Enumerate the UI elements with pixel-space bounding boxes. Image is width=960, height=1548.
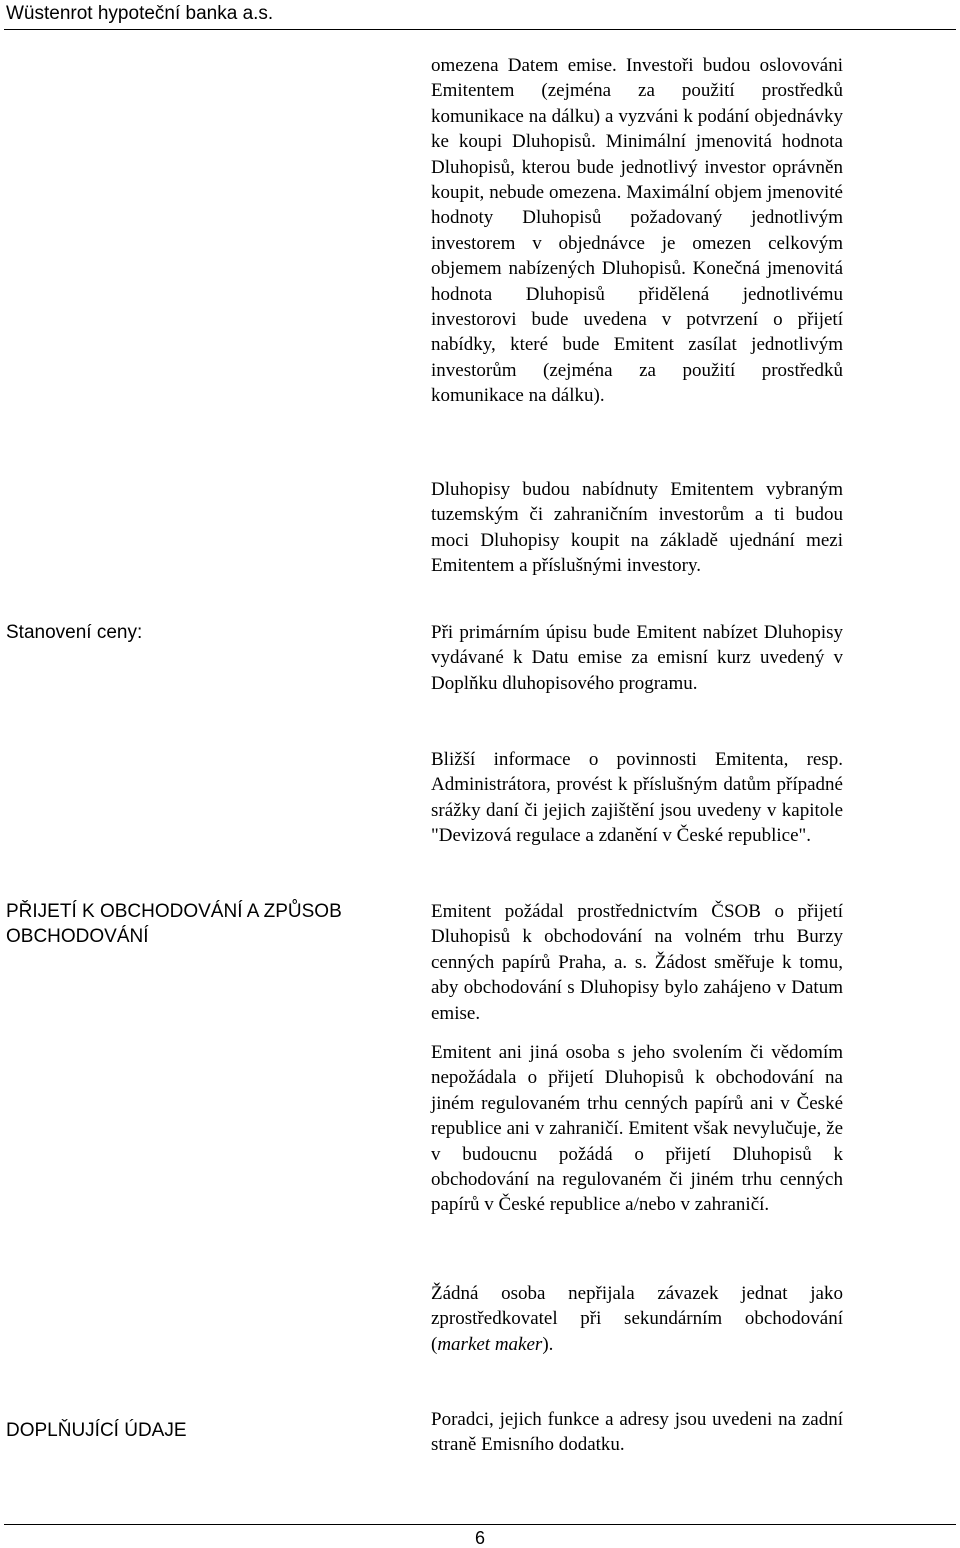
page-number: 6 <box>474 1528 485 1548</box>
paragraph-other-markets: Emitent ani jiná osoba s jeho svolením či vědomím nepožádala o přijetí Dluhopisů k obchodování na jiném regulovaném trhu cenných papírů ani v České republice ani v zahraničí. Emitent však nevylučuje, že v budoucnu požádá o přijetí Dluhopisů k obchodování na regulovaném či jiném trhu cenných papírů v České republice a/nebo v zahraničí. <box>431 1042 843 1216</box>
page-header-title: Wüstenrot hypoteční banka a.s. <box>6 3 274 24</box>
label-additional-info: DOPLŇUJÍCÍ ÚDAJE <box>6 1420 187 1441</box>
paragraph-trading-request: Emitent požádal prostřednictvím ČSOB o přijetí Dluhopisů k obchodování na volném trhu Burzy cenných papírů Praha, a. s. Žádost směřuje k tomu, aby obchodování s Dluhopisy bylo zahájeno v Datum emise. <box>431 901 843 1024</box>
paragraph-offer-investors: Dluhopisy budou nabídnuty Emitentem vybraným tuzemským či zahraničním investorům a ti budou moci Dluhopisy koupit na základě ujednání mezi Emitentem a příslušnými investory. <box>431 479 843 577</box>
paragraph-offer-details: omezena Datem emise. Investoři budou oslovováni Emitentem (zejména za použití prostředků komunikace na dálku) a vyzváni k podání objednávky ke koupi Dluhopisů. Minimální jmenovitá hodnota Dluhopisů, kterou bude jednotlivý investor oprávněn koupit, nebude omezena. Maximální objem jmenovité hodnoty Dluhopisů požadovaný jednotlivým investorem v objednávce je omezen celkovým objemem nabízených Dluhopisů. Konečná jmenovitá hodnota Dluhopisů přidělená jednotlivému investorovi bude uvedena v potvrzení o přijetí nabídky, které bude Emitent zasílat jednotlivým investorům (zejména za použití prostředků komunikace na dálku). <box>431 55 843 407</box>
label-pricing: Stanovení ceny: <box>6 622 143 643</box>
market-maker-text-after: ). <box>542 1333 554 1355</box>
paragraph-tax-info: Bližší informace o povinnosti Emitenta, resp. Administrátora, provést k příslušným datům případné srážky daní či jejich zajištění jsou uvedeny v kapitole "Devizová regulace a zdanění v České republice". <box>431 749 843 847</box>
market-maker-text-before: Žádná osoba nepřijala závazek jednat jako zprostředkovatel při sekundárním obchodování ( <box>431 1283 843 1355</box>
market-maker-term: market maker <box>437 1333 543 1355</box>
label-trading-admission: PŘIJETÍ K OBCHODOVÁNÍ A ZPŮSOB OBCHODOVÁNÍ <box>6 901 342 948</box>
header-divider <box>4 29 956 30</box>
paragraph-market-maker <box>431 1281 843 1357</box>
paragraph-advisors: Poradci, jejich funkce a adresy jsou uvedeni na zadní straně Emisního dodatku. <box>431 1409 843 1456</box>
paragraph-pricing: Při primárním úpisu bude Emitent nabízet Dluhopisy vydávané k Datu emise za emisní kurz uvedený v Doplňku dluhopisového programu. <box>431 622 843 694</box>
footer-divider <box>4 1524 956 1525</box>
